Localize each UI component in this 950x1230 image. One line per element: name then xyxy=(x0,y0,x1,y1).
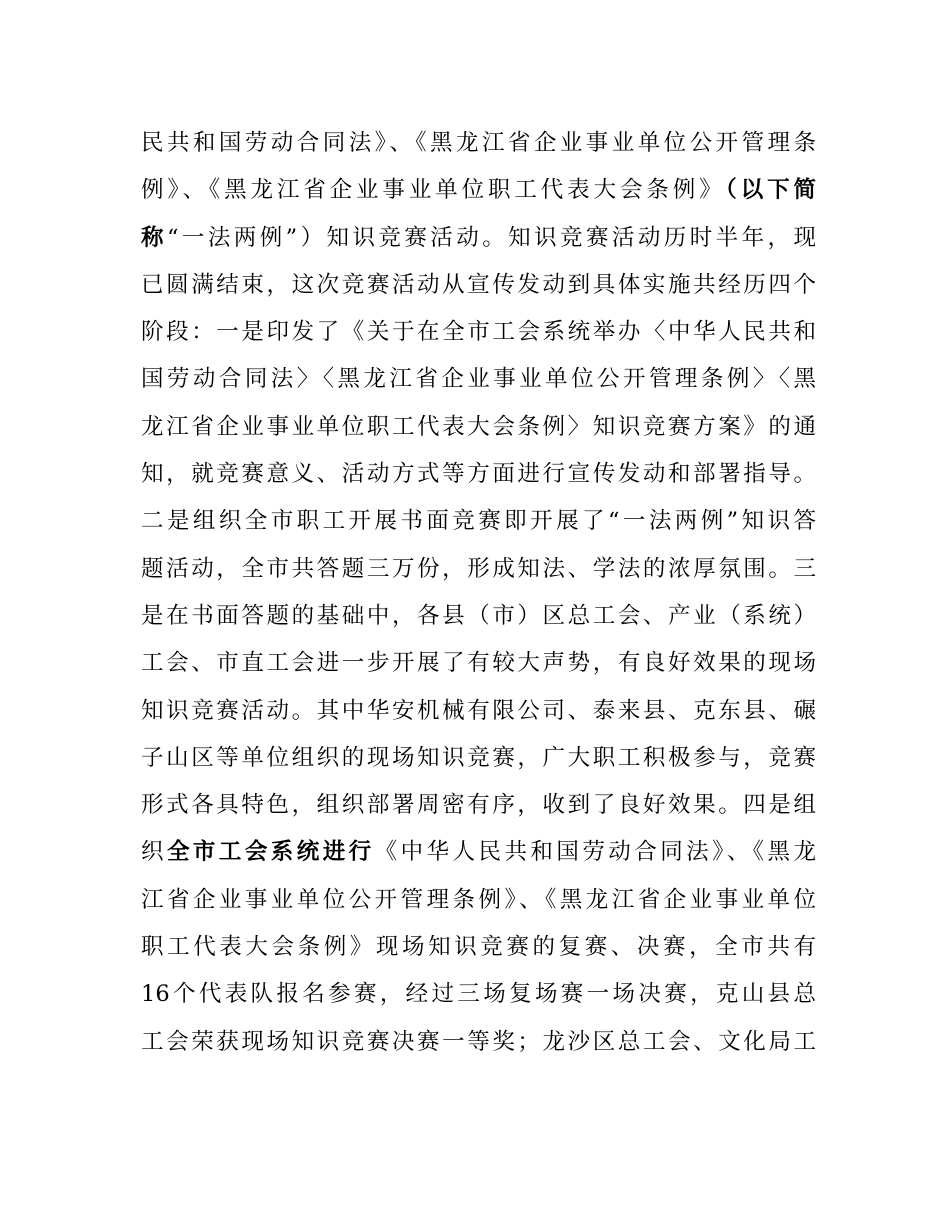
text-line xyxy=(141,215,816,262)
text-line xyxy=(141,782,816,829)
text-run: 阶段：一是印发了《关于在全市工会系统举办〈中华人民共和 xyxy=(141,319,816,346)
text-line xyxy=(141,640,816,687)
text-line xyxy=(141,120,816,167)
text-run: 织 xyxy=(141,839,167,866)
text-line xyxy=(141,593,816,640)
text-run: 《中华人民共和国劳动合同法》、《黑龙 xyxy=(374,839,816,866)
text-run: 子山区等单位组织的现场知识竞赛，广大职工积极参与，竞赛 xyxy=(141,744,816,771)
text-line xyxy=(141,924,816,971)
text-run: “一法两例”）知识竞赛活动。知识竞赛活动历时半年，现 xyxy=(166,224,816,251)
text-line xyxy=(141,829,816,876)
text-line xyxy=(141,309,816,356)
text-line xyxy=(141,498,816,545)
text-run: 民共和国劳动合同法》、《黑龙江省企业事业单位公开管理条 xyxy=(141,130,816,156)
text-run: 16个代表队报名参赛，经过三场复场赛一场决赛，克山县总 xyxy=(141,981,816,1008)
text-line xyxy=(141,262,816,309)
text-run: 国劳动合同法〉〈黑龙江省企业事业单位公开管理条例〉〈黑 xyxy=(141,366,816,393)
text-line xyxy=(141,167,816,214)
text-run: 工会荣获现场知识竞赛决赛一等奖；龙沙区总工会、文化局工 xyxy=(141,1028,816,1055)
text-run: 职工代表大会条例》现场知识竞赛的复赛、决赛，全市共有 xyxy=(141,934,816,961)
text-run: 是在书面答题的基础中，各县（市）区总工会、产业（系统） xyxy=(141,602,816,629)
text-line xyxy=(141,735,816,782)
bold-text-run: 全市工会系统进行 xyxy=(166,839,375,866)
text-line xyxy=(141,877,816,924)
body-text xyxy=(141,120,816,1066)
bold-text-run: （以下简 xyxy=(725,177,816,204)
text-line xyxy=(141,688,816,735)
text-run: 工会、市直工会进一步开展了有较大声势，有良好效果的现场 xyxy=(141,650,816,677)
text-run: 知，就竞赛意义、活动方式等方面进行宣传发动和部署指导。 xyxy=(141,461,816,488)
text-line xyxy=(141,356,816,403)
text-line xyxy=(141,451,816,498)
text-run: 例》、《黑龙江省企业事业单位职工代表大会条例》 xyxy=(141,177,726,204)
text-run: 二是组织全市职工开展书面竞赛即开展了“一法两例”知识答 xyxy=(141,508,816,535)
text-run: 江省企业事业单位公开管理条例》、《黑龙江省企业事业单位 xyxy=(141,886,816,913)
text-run: 形式各具特色，组织部署周密有序，收到了良好效果。四是组 xyxy=(141,792,816,819)
text-line xyxy=(141,546,816,593)
text-run: 龙江省企业事业单位职工代表大会条例〉知识竞赛方案》的通 xyxy=(141,413,816,440)
bold-text-run: 称 xyxy=(141,224,167,251)
text-line xyxy=(141,1019,816,1066)
text-run: 知识竞赛活动。其中华安机械有限公司、泰来县、克东县、碾 xyxy=(141,697,816,724)
text-run: 已圆满结束，这次竞赛活动从宣传发动到具体实施共经历四个 xyxy=(141,271,816,298)
text-line xyxy=(141,404,816,451)
text-line xyxy=(141,971,816,1018)
text-run: 题活动，全市共答题三万份，形成知法、学法的浓厚氛围。三 xyxy=(141,555,816,582)
